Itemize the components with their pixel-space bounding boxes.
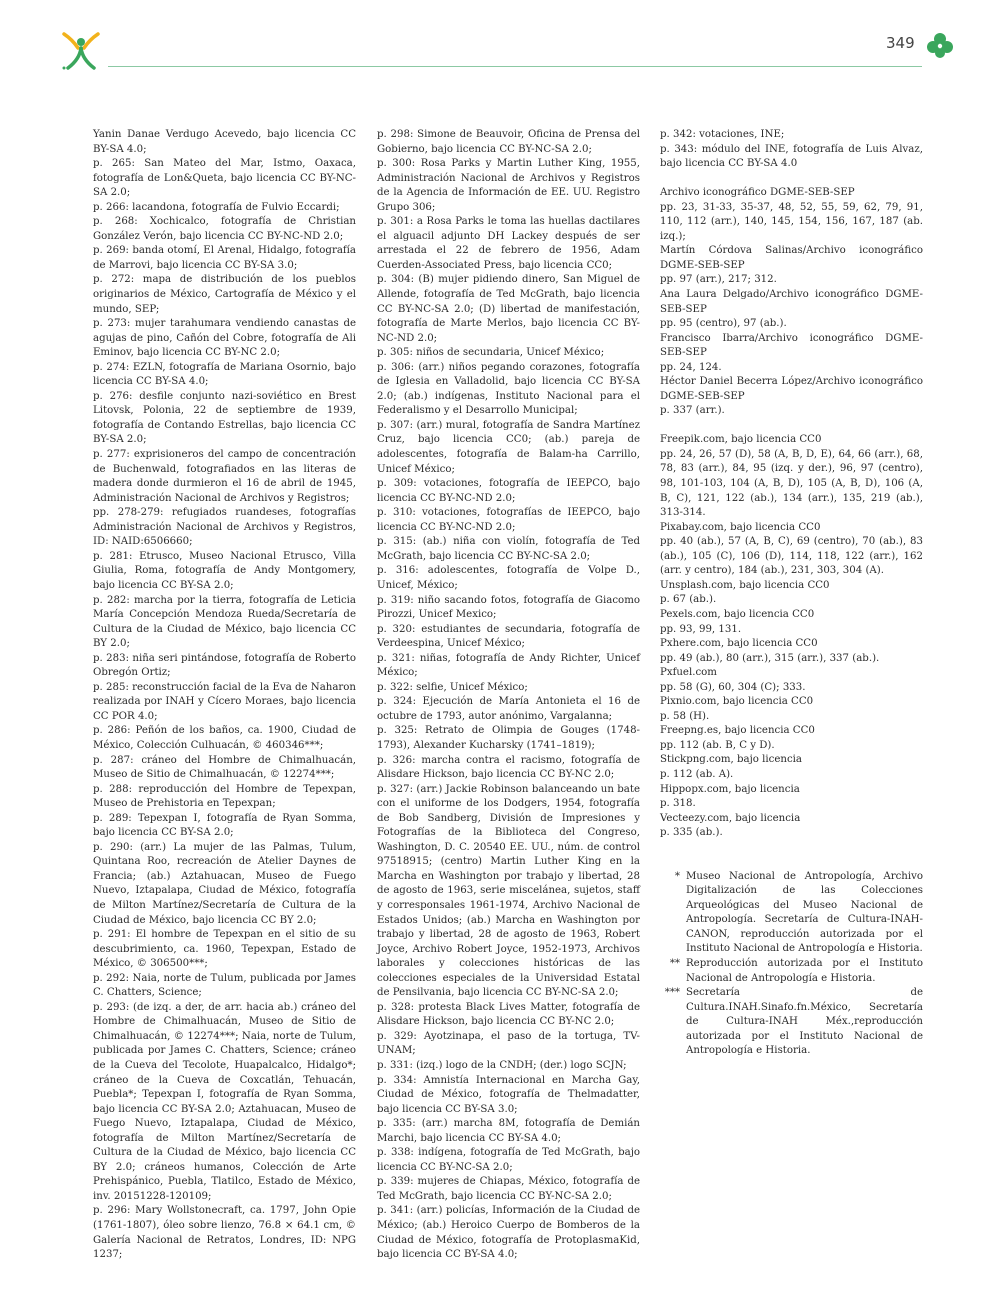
archive-line: Héctor Daniel Becerra López/Archivo iconográfico DGME-SEB-SEP [660,376,923,402]
footnote [660,957,923,986]
footnote-mark: ** [669,957,680,969]
credit-entry: p. 292: Naia, norte de Tulum, publicada por James C. Chatters, Science; [93,972,356,999]
credit-entry: pp. 278-279: refugiados ruandeses, fotografías Administración Nacional de Archivos y Registros, ID: NAID:6506660; [93,507,356,548]
credit-entry: p. 298: Simone de Beauvoir, Oficina de Prensa del Gobierno, bajo licencia CC BY-NC-SA 2.0; [377,129,640,155]
web-source-line: Freepik.com, bajo licencia CC0 [660,434,822,446]
web-source-line: Pixnio.com, bajo licencia CC0 [660,696,814,708]
archive-line: Archivo iconográfico DGME-SEB-SEP [660,187,855,199]
spacer [660,855,923,870]
web-source-line: pp. 112 (ab. B, C y D). [660,739,775,751]
credit-entry: p. 269: banda otomí, El Arenal, Hidalgo, fotografía de Marrovi, bajo licencia CC BY-SA 3.0; [93,245,356,271]
credit-entry: p. 272: mapa de distribución de los pueblos originarios de México, Cartografía de México y el mundo, SEP; [93,274,356,315]
archive-line: Ana Laura Delgado/Archivo iconográfico DGME-SEB-SEP [660,288,923,315]
web-source-line: Pxhere.com, bajo licencia CC0 [660,638,818,650]
credit-entry: p. 266: lacandona, fotografía de Fulvio Eccardi; [93,201,340,213]
web-source-line: Stickpng.com, bajo licencia [660,754,803,766]
credit-entry: p. 320: estudiantes de secundaria, fotografía de Verdeespina, Unicef México; [377,623,640,650]
web-source-line: pp. 49 (ab.), 80 (arr.), 315 (arr.), 337 (ab.). [660,652,880,664]
web-source-line: Freepng.es, bajo licencia CC0 [660,725,815,737]
page-header [0,0,986,80]
credit-entry: p. 305: niños de secundaria, Unicef México; [377,347,605,359]
credit-entry: p. 283: niña seri pintándose, fotografía de Roberto Obregón Ortiz; [93,652,356,679]
footnote-text: Secretaría de Cultura.INAH.Sinafo.fn.México, Secretaría de Cultura-INAH Méx.,reproducción autorizada por el Instituto Nacional de Antropología e Historia. [686,987,923,1057]
credit-entry: Yanin Danae Verdugo Acevedo, bajo licencia CC BY-SA 4.0; [93,129,356,155]
credit-entry: p. 277: exprisioneros del campo de concentración de Buchenwald, fotografiados en las literas de madera donde durmieron el 16 de abril de 1945, Administración Nacional de Archivos y Registros; [93,449,356,504]
credit-entry: p. 285: reconstrucción facial de la Eva de Naharon realizada por INAH y Cícero Moraes, bajo licencia CC POR 4.0; [93,681,356,722]
credits-column-3 [660,128,923,1059]
credit-entry: p. 281: Etrusco, Museo Nacional Etrusco, Villa Giulia, Roma, fotografía de Andy Montgomery, bajo licencia CC BY-SA 2.0; [93,550,356,591]
credit-entry: p. 307: (arr.) mural, fotografía de Sandra Martínez Cruz, bajo licencia CC0; (ab.) pareja de adolescentes, fotografía de Balam-ha Carrillo, Unicef México; [377,419,640,475]
credit-entry: p. 301: a Rosa Parks le toma las huellas dactilares el alguacil adjunto DH Lackey después de ser arrestada el 22 de febrero de 1956, Adam Cuerden-Associated Press, bajo licencia CC0; [377,216,640,271]
credit-entry: p. 316: adolescentes, fotografía de Volpe D., Unicef, México; [377,565,640,591]
credit-entry: p. 296: Mary Wollstonecraft, ca. 1797, John Opie (1761-1807), óleo sobre lienzo, 76.8 × 64.1 cm, © Galería Nacional de Retratos, Londres, ID: NPG 1237; [93,1205,356,1261]
credit-entry: p. 288: reproducción del Hombre de Tepexpan, Museo de Prehistoria en Tepexpan; [93,783,356,810]
credit-entry: p. 319: niño sacando fotos, fotografía de Giacomo Pirozzi, Unicef Mexico; [377,594,640,621]
credit-entry: p. 325: Retrato de Olimpia de Gouges (1748-1793), Alexander Kucharsky (1741–1819); [377,725,640,751]
web-source-line: pp. 58 (G), 60, 304 (C); 333. [660,681,806,693]
archive-line: pp. 23, 31-33, 35-37, 48, 52, 55, 59, 62, 79, 91, 110, 112 (arr.), 140, 145, 154, 156, 167, 187 (ab. izq.); [660,201,923,242]
web-source-line: p. 58 (H). [660,710,710,722]
footnote-text: Museo Nacional de Antropología, Archivo Digitalización de las Colecciones Arqueológicas del Museo Nacional de Antropología. Secretaría de Cultura-INAH-CANON, reproducción autorizada por el Instituto Nacional de Antropología e Historia. [686,870,923,955]
credit-entry: p. 309: votaciones, fotografía de IEEPCO, bajo licencia CC BY-NC-ND 2.0; [377,478,640,504]
credit-entry: p. 304: (B) mujer pidiendo dinero, San Miguel de Allende, fotografía de Ted McGrath, bajo licencia CC BY-NC-SA 2.0; (D) libertad de manifestación, fotografía de Marte Merlos, bajo licencia CC BY-NC-ND 2.0; [377,274,640,344]
clover-icon [926,32,954,60]
credit-entry: p. 343: módulo del INE, fotografía de Luis Alvaz, bajo licencia CC BY-SA 4.0 [660,143,923,170]
spacer [660,419,923,434]
credit-entry: p. 268: Xochicalco, fotografía de Christian González Verón, bajo licencia CC BY-NC-ND 2.0; [93,216,356,242]
sep-figure-logo-icon [56,28,106,72]
archive-line: Francisco Ibarra/Archivo iconográfico DGME-SEB-SEP [660,332,923,359]
credit-entry: p. 265: San Mateo del Mar, Istmo, Oaxaca, fotografía de Lon&Queta, bajo licencia CC BY-NC-SA 2.0; [93,158,356,199]
archive-line: p. 337 (arr.). [660,405,725,417]
credit-entry: p. 282: marcha por la tierra, fotografía de Leticia María Concepción Mendoza Rueda/Secretaría de Cultura de la Ciudad de México, bajo licencia CC BY 2.0; [93,594,356,650]
header-rule [108,66,922,67]
credit-entry: p. 324: Ejecución de María Antonieta el 16 de octubre de 1793, autor anónimo, Vargalanna; [377,696,640,722]
credit-entry: p. 326: marcha contra el racismo, fotografía de Alisdare Hickson, bajo licencia CC BY-NC 2.0; [377,754,640,781]
credit-entry: p. 315: (ab.) niña con violín, fotografía de Ted McGrath, bajo licencia CC BY-NC-SA 2.0; [377,536,640,562]
credit-entry: p. 289: Tepexpan I, fotografía de Ryan Somma, bajo licencia CC BY-SA 2.0; [93,812,356,839]
credit-entry: p. 338: indígena, fotografía de Ted McGrath, bajo licencia CC BY-NC-SA 2.0; [377,1147,640,1173]
web-source-line: p. 67 (ab.). [660,594,717,606]
web-source-line: p. 112 (ab. A). [660,768,734,780]
credit-entry: p. 291: El hombre de Tepexpan en el sitio de su descubrimiento, ca. 1960, Tepexpan, Estado de México, © 306500***; [93,929,356,970]
credit-entry: p. 273: mujer tarahumara vendiendo canastas de agujas de pino, Cañón del Cobre, fotografía de Ali Eminov, bajo licencia CC BY-NC 2.0; [93,318,356,359]
credit-entry: p. 290: (arr.) La mujer de las Palmas, Tulum, Quintana Roo, recreación de Atelier Daynes de Francia; (ab.) Aztahuacan, Museo de Fuego Nuevo, Iztapalapa, Ciudad de México, fotografía de Milton Martínez/Secretaría de Cultura de la Ciudad de México, bajo licencia CC BY 2.0; [93,841,356,926]
credit-entry: p. 331: (izq.) logo de la CNDH; (der.) logo SCJN; [377,1060,627,1071]
credit-entry: p. 310: votaciones, fotografías de IEEPCO, bajo licencia CC BY-NC-ND 2.0; [377,507,640,533]
credit-entry: p. 300: Rosa Parks y Martin Luther King, 1955, Administración Nacional de Archivos y Registros de la Agencia de Información de EE. UU. Registro Grupo 306; [377,158,640,213]
web-source-line: Pexels.com, bajo licencia CC0 [660,608,815,620]
web-source-line: pp. 40 (ab.), 57 (A, B, C), 69 (centro), 70 (ab.), 83 (ab.), 105 (C), 106 (D), 114, 118, 122 (arr.), 162 (arr. y centro), 184 (ab.), 231, 303, 304 (A). [660,536,923,577]
web-source-line: p. 335 (ab.). [660,827,723,839]
web-source-line: Unsplash.com, bajo licencia CC0 [660,579,830,591]
credit-entry: p. 321: niñas, fotografía de Andy Richter, Unicef México; [377,652,640,679]
credit-entry: p. 342: votaciones, INE; [660,129,785,140]
footnote [660,986,923,1059]
credit-entry: p. 334: Amnistía Internacional en Marcha Gay, Ciudad de México, fotografía de Thelmadatter, bajo licencia CC BY-SA 3.0; [377,1074,640,1115]
spacer [660,172,923,187]
credits-column-1 [93,128,356,1263]
credit-entry: p. 287: cráneo del Hombre de Chimalhuacán, Museo de Sitio de Chimalhuacán, © 12274***; [93,754,356,781]
credit-entry: p. 328: protesta Black Lives Matter, fotografía de Alisdare Hickson, bajo licencia CC BY-NC 2.0; [377,1001,640,1028]
credits-column-2 [377,128,640,1263]
archive-line: pp. 24, 124. [660,361,722,373]
footnote [660,870,923,957]
web-source-line: Pxfuel.com [660,667,717,679]
credit-entry: p. 286: Peñón de los baños, ca. 1900, Ciudad de México, Colección Culhuacán, © 460346***; [93,725,356,751]
footnote-text: Reproducción autorizada por el Instituto Nacional de Antropología e Historia. [686,957,923,984]
credit-entry: p. 276: desfile conjunto nazi-soviético en Brest Litovsk, Polonia, 22 de septiembre de 1939, fotografía de Contando Estrellas, bajo licencia CC BY-SA 2.0; [93,390,356,446]
credit-entry: p. 274: EZLN, fotografía de Mariana Osornio, bajo licencia CC BY-SA 4.0; [93,361,356,388]
credit-entry: p. 335: (arr.) marcha 8M, fotografía de Demián Marchi, bajo licencia CC BY-SA 4.0; [377,1118,640,1144]
web-source-line: Pixabay.com, bajo licencia CC0 [660,521,821,533]
page-number: 349 [886,34,915,52]
web-source-line: Hippopx.com, bajo licencia [660,783,800,795]
credit-entry: p. 322: selfie, Unicef México; [377,681,528,693]
web-source-line: pp. 24, 26, 57 (D), 58 (A, B, D, E), 64, 66 (arr.), 68, 78, 83 (arr.), 84, 95 (izq. y der.), 96, 97 (centro), 98, 101-103, 104 (A, B, D), 105 (A, B, D), 106 (A, B, C), 121, 122 (ab.), 134 (arr.), 135, 219 (ab.), 313-314. [660,448,923,519]
archive-line: pp. 97 (arr.), 217; 312. [660,274,777,286]
credit-entry: p. 306: (arr.) niños pegando corazones, fotografía de Iglesia en Valladolid, bajo licencia CC BY-SA 2.0; (ab.) indígenas, Instituto Nacional para el Federalismo y el Desarrollo Municipal; [377,361,640,417]
credit-entry: p. 329: Ayotzinapa, el paso de la tortuga, TV-UNAM; [377,1030,640,1057]
credit-entry: p. 327: (arr.) Jackie Robinson balanceando un bate con el uniforme de los Dodgers, 1954, fotografía de Bob Sandberg, División de Impresiones y Fotografías de la Biblioteca del Congreso, Washington, D. C. 20540 EE. UU., núm. de control 97518915; (centro) Martin Luther King en la Marcha en Washington por trabajo y libertad, 28 de agosto de 1963, serie misceláneа, sujetos, staff y corresponsales 1961-1974, Archivo Nacional de Estados Unidos; (ab.) Marcha en Washington por trabajo y libertad, 28 de agosto de 1963, Robert Joyce, Archivo Robert Joyce, 1952-1973, Archivos laborales y colecciones históricas de las colecciones especiales de la Universidad Estatal de Pensilvania, bajo licencia CC BY-NC-SA 2.0; [377,783,640,999]
web-source-line: Vecteezy.com, bajo licencia [660,812,801,824]
footnote-mark: * [674,870,680,882]
archive-line: Martín Córdova Salinas/Archivo iconográfico DGME-SEB-SEP [660,245,923,271]
credit-entry: p. 341: (arr.) policías, Información de la Ciudad de México; (ab.) Heroico Cuerpo de Bomberos de la Ciudad de México, fotografía de ProtoplasmaKid, bajo licencia CC BY-SA 4.0; [377,1205,640,1261]
web-source-line: p. 318. [660,798,696,810]
spacer [660,841,923,856]
archive-line: pp. 95 (centro), 97 (ab.). [660,318,787,330]
footnote-mark: *** [664,987,680,999]
credit-entry: p. 293: (de izq. a der, de arr. hacia ab.) cráneo del Hombre de Chimalhuacán, Museo de Sitio de Chimalhuacán, © 12274***; Naia, norte de Tulum, publicada por James C. Chatters, Science; cráneo de la Cueva del Tecolote, Huapalcalco, Hidalgo*; cráneo de la Cueva de Coxcatlán, Tehuacán, Puebla*; Tepexpan I, fotografía de Ryan Somma, bajo licencia CC BY-SA 2.0; Aztahuacan, Museo de Fuego Nuevo, Iztapalapa, Ciudad de México, fotografía de Milton Martínez/Secretaría de Cultura de la Ciudad de México, bajo licencia CC BY 2.0; cráneos humanos, Colección de Arte Prehispánico, Puebla, Tlatilco, Estado de México, inv. 20151228-120109; [93,1001,356,1202]
credit-entry: p. 339: mujeres de Chiapas, México, fotografía de Ted McGrath, bajo licencia CC BY-NC-SA 2.0; [377,1176,640,1202]
web-source-line: pp. 93, 99, 131. [660,623,742,635]
